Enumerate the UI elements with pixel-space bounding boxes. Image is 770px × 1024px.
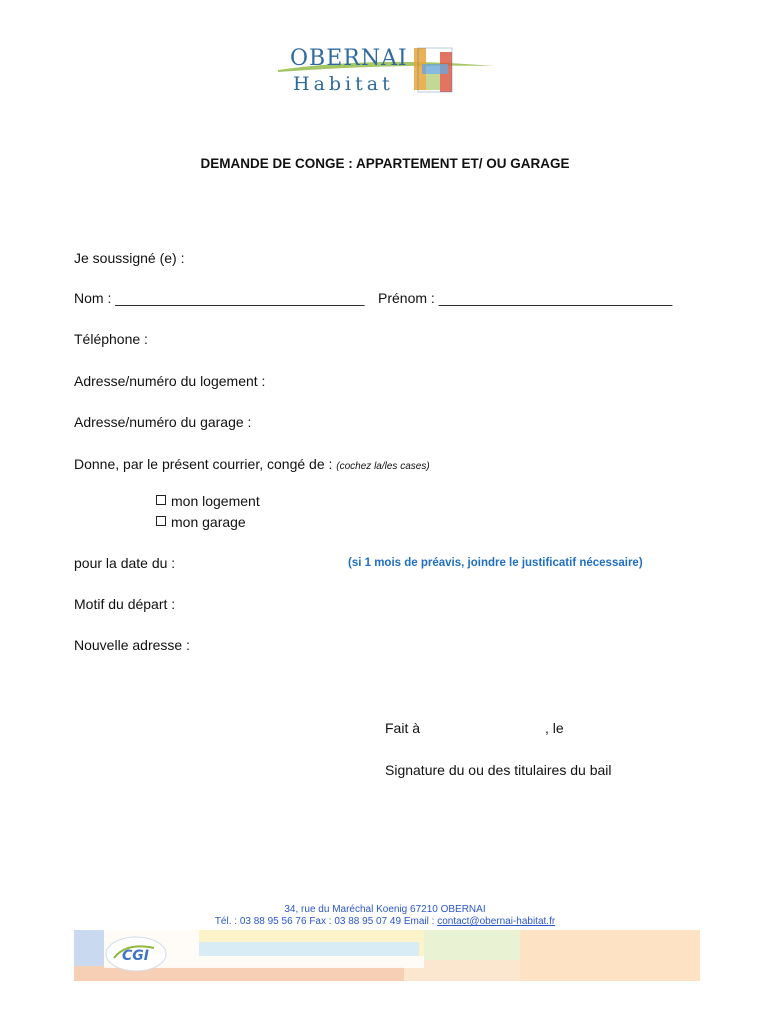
cgi-badge-text: CGI xyxy=(122,948,149,964)
checkbox-label: mon logement xyxy=(171,493,260,509)
conge-line xyxy=(74,456,430,472)
nouvelle-adresse-field[interactable]: Nouvelle adresse : xyxy=(74,637,190,653)
footer-decorative-band xyxy=(74,930,700,981)
document-title: DEMANDE DE CONGE : APPARTEMENT ET/ OU GARAGE xyxy=(200,156,570,171)
motif-field[interactable]: Motif du départ : xyxy=(74,596,176,612)
preavis-note: (si 1 mois de préavis, joindre le justificatif nécessaire) xyxy=(348,557,643,569)
prenom-field[interactable]: Prénom : ______________________________ xyxy=(378,290,673,306)
conge-label: Donne, par le présent courrier, congé de : xyxy=(74,456,333,472)
footer-phone-fax: Tél. : 03 88 95 56 76 Fax : 03 88 95 07 49 Email : xyxy=(214,916,435,927)
soussigne-label: Je soussigné (e) : xyxy=(74,250,185,266)
logo-text-habitat: Habitat xyxy=(293,73,394,95)
checkbox-icon[interactable] xyxy=(156,495,166,505)
date-field[interactable]: pour la date du : xyxy=(74,555,176,571)
fait-a-field[interactable]: Fait à xyxy=(385,720,421,736)
footer-email-link[interactable]: contact@obernai-habitat.fr xyxy=(437,916,556,927)
checkbox-mon-garage[interactable] xyxy=(156,514,246,530)
nom-field[interactable]: Nom : ________________________________ xyxy=(74,290,365,306)
telephone-field[interactable]: Téléphone : xyxy=(74,331,148,347)
checkbox-icon[interactable] xyxy=(156,516,166,526)
checkbox-mon-logement[interactable] xyxy=(156,493,260,509)
conge-hint: (cochez la/les cases) xyxy=(336,461,430,472)
date-le-field[interactable]: , le xyxy=(545,720,564,736)
adresse-garage-field[interactable]: Adresse/numéro du garage : xyxy=(74,414,252,430)
logo-text-obernai: OBERNAI xyxy=(290,46,408,71)
adresse-logement-field[interactable]: Adresse/numéro du logement : xyxy=(74,373,266,389)
signature-label: Signature du ou des titulaires du bail xyxy=(385,762,612,778)
footer-address: 34, rue du Maréchal Koenig 67210 OBERNAI xyxy=(284,904,486,915)
footer-contact xyxy=(0,916,770,927)
checkbox-label: mon garage xyxy=(171,514,246,530)
